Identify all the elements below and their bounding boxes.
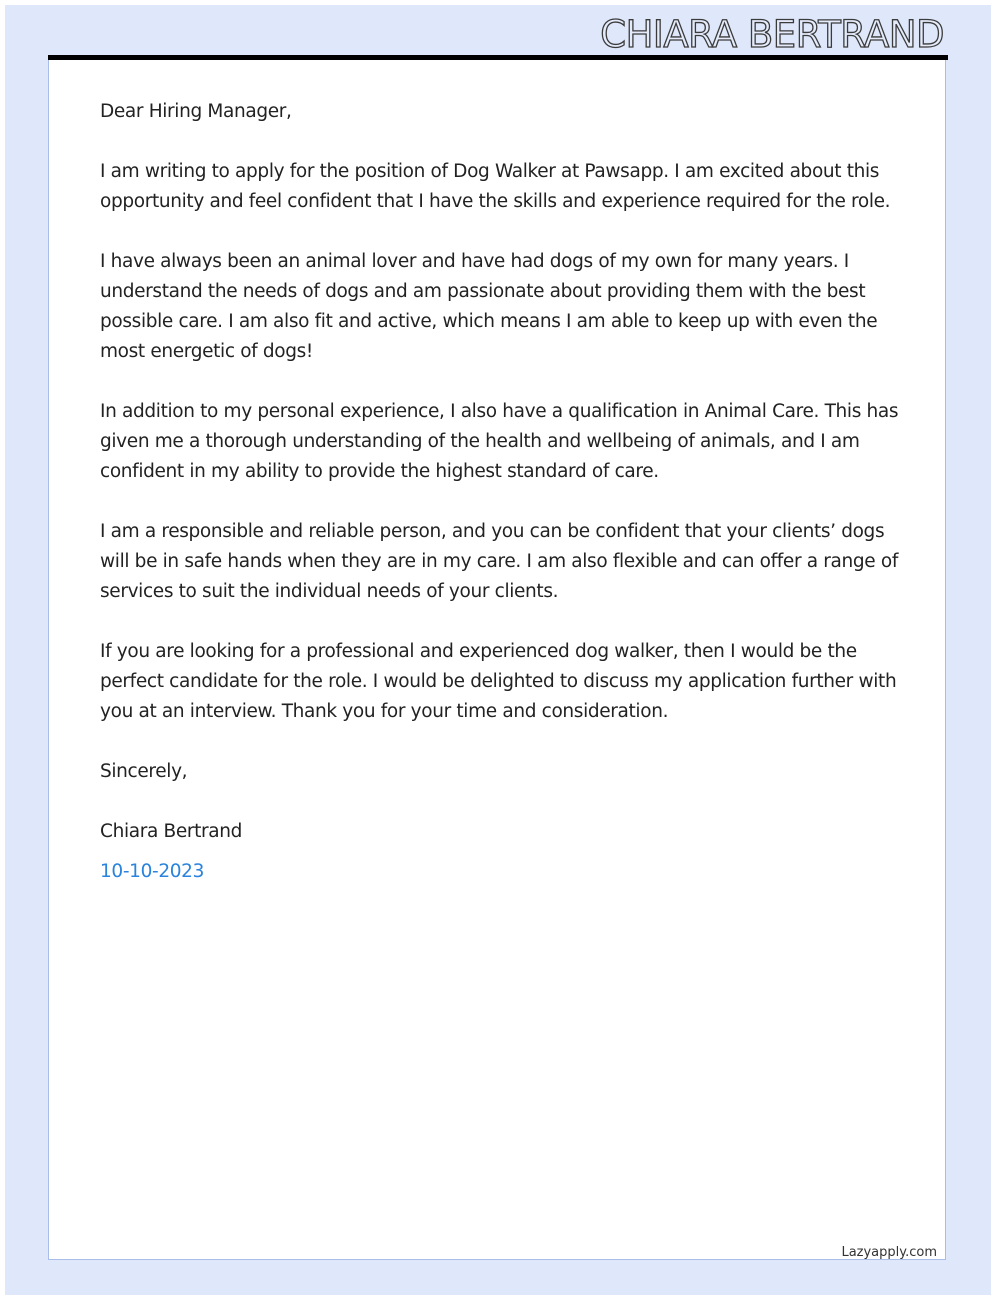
- applicant-name-heading: CHIARA BERTRAND: [600, 13, 944, 56]
- letter-closing: Sincerely,: [100, 761, 188, 782]
- letter-date: 10-10-2023: [100, 861, 205, 882]
- cover-letter-body: [100, 97, 900, 887]
- letter-paragraph-4: I am a responsible and reliable person, and you can be confident that your clients’ dogs will be in safe hands when they are in my care. I am also flexible and can offer a range of services to suit the individual needs of your clients.: [100, 521, 898, 602]
- letter-signature: Chiara Bertrand: [100, 821, 243, 842]
- letter-paragraph-5: If you are looking for a professional and experienced dog walker, then I would be the perfect candidate for the role. I would be delighted to discuss my application further with you at an interview. Thank you for your time and consideration.: [100, 641, 897, 722]
- letter-paragraph-2: I have always been an animal lover and have had dogs of my own for many years. I understand the needs of dogs and am passionate about providing them with the best possible care. I am also fit and active, which means I am able to keep up with even the most energetic of dogs!: [100, 251, 878, 362]
- footer-brand-watermark: Lazyapply.com: [841, 1245, 937, 1260]
- letter-salutation: Dear Hiring Manager,: [100, 101, 292, 122]
- letter-paragraph-1: I am writing to apply for the position of Dog Walker at Pawsapp. I am excited about this opportunity and feel confident that I have the skills and experience required for the role.: [100, 161, 891, 212]
- letter-paragraph-3: In addition to my personal experience, I also have a qualification in Animal Care. This has given me a thorough understanding of the health and wellbeing of animals, and I am confident in my ability to provide the highest standard of care.: [100, 401, 899, 482]
